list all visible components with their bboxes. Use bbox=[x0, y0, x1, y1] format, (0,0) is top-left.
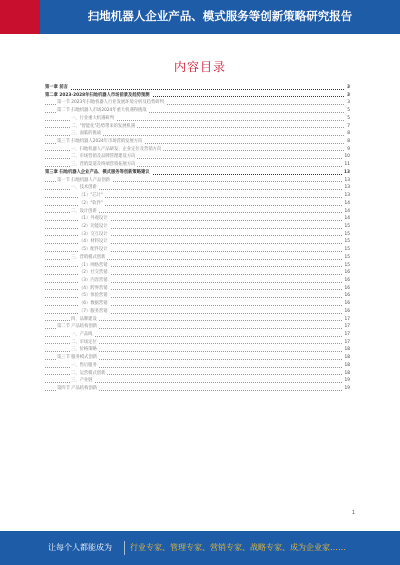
toc-entry-label: 二、运营模式创新 bbox=[71, 370, 106, 376]
toc-entry-label: 第三章 扫地机器人企业产品、模式服务等创新策略建议 bbox=[45, 169, 150, 175]
toc-entry[interactable] bbox=[45, 370, 350, 378]
toc-entry[interactable] bbox=[45, 215, 350, 223]
footer-slogan: 让每个人都能成为 bbox=[48, 543, 112, 552]
toc-entry[interactable] bbox=[45, 269, 350, 277]
toc-entry[interactable] bbox=[45, 308, 350, 316]
toc-entry-page: 13 bbox=[344, 185, 350, 191]
toc-entry-page: 18 bbox=[344, 370, 350, 376]
toc-entry-label: 三、价格策略 bbox=[71, 347, 97, 353]
toc-entry[interactable] bbox=[45, 84, 350, 92]
toc-entry-page: 16 bbox=[344, 270, 350, 276]
toc-entry[interactable] bbox=[45, 246, 350, 254]
toc-entry-page: 16 bbox=[344, 293, 350, 299]
toc-entry-label: （6）数据营销 bbox=[79, 301, 108, 307]
toc-entry-label: 二、"智能化"趋势带来的发展机遇 bbox=[71, 123, 136, 129]
toc-entry-label: （5）体验营销 bbox=[79, 293, 108, 299]
toc-entry-page: 19 bbox=[344, 386, 350, 392]
toc-entry-label: 第一节 扫地机器人产品创新 bbox=[57, 177, 110, 183]
toc-entry-label: 二、市场营销及品牌管理建设方向 bbox=[71, 154, 136, 160]
toc-entry-label: 三、产业链 bbox=[71, 378, 93, 384]
toc-entry[interactable] bbox=[45, 200, 350, 208]
toc-entry[interactable] bbox=[45, 377, 350, 385]
toc-entry-page: 15 bbox=[344, 231, 350, 237]
toc-entry[interactable] bbox=[45, 107, 350, 115]
footer-divider bbox=[124, 541, 125, 555]
toc-entry-page: 14 bbox=[344, 208, 350, 214]
toc-entry[interactable] bbox=[45, 138, 350, 146]
toc-entry-page: 18 bbox=[344, 355, 350, 361]
toc-entry-label: （4）材料设计 bbox=[79, 239, 108, 245]
toc-entry-label: 二、市场定位 bbox=[71, 339, 97, 345]
toc-entry[interactable] bbox=[45, 285, 350, 293]
toc-entry-label: 一、行业重大机遇研判 bbox=[71, 115, 114, 121]
toc-entry[interactable] bbox=[45, 354, 350, 362]
toc-entry-label: 一、技术创新 bbox=[71, 185, 97, 191]
report-title: 扫地机器人企业产品、模式服务等创新策略研究报告 bbox=[87, 9, 353, 23]
toc-entry-page: 16 bbox=[344, 285, 350, 291]
toc-entry-page: 10 bbox=[344, 154, 350, 160]
toc-entry[interactable] bbox=[45, 339, 350, 347]
toc-entry[interactable] bbox=[45, 153, 350, 161]
page-number: 1 bbox=[351, 510, 355, 516]
toc-entry-page: 17 bbox=[344, 324, 350, 330]
toc-entry-label: 四、品牌建设 bbox=[71, 316, 97, 322]
toc-entry-label: 二、设计创新 bbox=[71, 208, 97, 214]
header-red-block bbox=[0, 0, 40, 34]
toc-entry-page: 17 bbox=[344, 339, 350, 345]
toc-entry-label: 第四节 产品结构创新 bbox=[57, 386, 98, 392]
toc-entry-label: （1）"芯片" bbox=[79, 193, 103, 199]
toc-entry[interactable] bbox=[45, 184, 350, 192]
toc-entry[interactable] bbox=[45, 277, 350, 285]
toc-entry-page: 14 bbox=[344, 216, 350, 222]
toc-entry[interactable] bbox=[45, 316, 350, 324]
toc-entry-page: 15 bbox=[344, 239, 350, 245]
toc-entry-label: （3）内容营销 bbox=[79, 277, 108, 283]
toc-entry[interactable] bbox=[45, 238, 350, 246]
toc-entry-label: 一、扫地机器人产品研发、企业定位及营销方向 bbox=[71, 146, 162, 152]
toc-entry-page: 11 bbox=[344, 162, 350, 168]
toc-entry[interactable] bbox=[45, 92, 350, 100]
toc-entry[interactable] bbox=[45, 115, 350, 123]
toc-entry-page: 19 bbox=[344, 378, 350, 384]
toc-entry-page: 3 bbox=[347, 92, 350, 98]
toc-entry[interactable] bbox=[45, 323, 350, 331]
toc-entry-label: 三、营销渠道及终端营销拓展方向 bbox=[71, 162, 136, 168]
toc-entry-page: 15 bbox=[344, 247, 350, 253]
toc-entry[interactable] bbox=[45, 385, 350, 393]
toc-entry-page: 14 bbox=[344, 200, 350, 206]
toc-entry-label: 第三节 扫地机器人2024年市场营销发展方向 bbox=[57, 139, 143, 145]
toc-entry-label: （3）交互设计 bbox=[79, 231, 108, 237]
toc-entry-page: 16 bbox=[344, 308, 350, 314]
toc-entry[interactable] bbox=[45, 300, 350, 308]
toc-entry-page: 15 bbox=[344, 223, 350, 229]
toc-entry[interactable] bbox=[45, 192, 350, 200]
toc-entry-label: 第一节 2023年扫地机器人行业发展环境分析及趋势研判 bbox=[57, 100, 164, 106]
toc-entry-page: 15 bbox=[344, 254, 350, 260]
toc-entry-page: 9 bbox=[347, 146, 350, 152]
toc-entry-label: （5）配件设计 bbox=[79, 247, 108, 253]
header-banner bbox=[0, 0, 400, 34]
toc-entry-page: 15 bbox=[344, 262, 350, 268]
toc-entry-label: （1）网络营销 bbox=[79, 262, 108, 268]
toc-entry-label: 三、面临的挑战 bbox=[71, 131, 102, 137]
toc-entry-page: 16 bbox=[344, 301, 350, 307]
toc-entry[interactable] bbox=[45, 346, 350, 354]
toc-entry-page: 17 bbox=[344, 332, 350, 337]
toc-entry[interactable] bbox=[45, 362, 350, 370]
toc-entry-label: 第一章 前言 bbox=[45, 85, 68, 90]
toc-entry[interactable] bbox=[45, 223, 350, 231]
toc-entry-label: （2）功能设计 bbox=[79, 223, 108, 229]
toc-entry-page: 5 bbox=[347, 115, 350, 121]
toc-entry-page: 13 bbox=[344, 177, 350, 183]
toc-entry-page: 13 bbox=[344, 193, 350, 199]
toc-entry-label: 第二章 2023-2028年扫地机器人市场前景及趋势预测 bbox=[45, 92, 150, 98]
toc-entry-page: 7 bbox=[347, 123, 350, 129]
toc-entry[interactable] bbox=[45, 99, 350, 107]
toc-leader-dots bbox=[45, 89, 350, 90]
toc-entry-page: 8 bbox=[347, 139, 350, 145]
toc-entry[interactable] bbox=[45, 331, 350, 339]
toc-entry-page: 18 bbox=[344, 362, 350, 368]
toc-entry-label: （7）服务营销 bbox=[79, 308, 108, 314]
table-of-contents bbox=[45, 84, 350, 393]
toc-entry[interactable] bbox=[45, 254, 350, 262]
toc-entry[interactable] bbox=[45, 208, 350, 216]
toc-entry-label: 一、售后服务 bbox=[71, 362, 97, 368]
toc-entry-page: 8 bbox=[347, 131, 350, 137]
toc-entry-label: 一、产品线 bbox=[71, 332, 93, 337]
toc-entry-page: 5 bbox=[347, 108, 350, 114]
toc-heading: 内容目录 bbox=[173, 60, 226, 74]
toc-entry-label: 第三节 服务模式创新 bbox=[57, 355, 98, 361]
footer-banner bbox=[0, 531, 400, 565]
toc-entry[interactable] bbox=[45, 146, 350, 154]
toc-entry-page: 16 bbox=[344, 277, 350, 283]
toc-entry-label: 第二节 产品结构创新 bbox=[57, 324, 98, 330]
toc-entry[interactable] bbox=[45, 292, 350, 300]
toc-entry[interactable] bbox=[45, 169, 350, 177]
toc-entry-label: （2）社交营销 bbox=[79, 270, 108, 276]
toc-entry[interactable] bbox=[45, 231, 350, 239]
toc-entry[interactable] bbox=[45, 161, 350, 169]
toc-entry-page: 17 bbox=[344, 316, 350, 322]
toc-entry-label: （1）外观设计 bbox=[79, 216, 108, 222]
toc-entry[interactable] bbox=[45, 177, 350, 185]
toc-entry-label: （2）"软件" bbox=[79, 200, 103, 206]
toc-entry[interactable] bbox=[45, 262, 350, 270]
toc-entry-page: 18 bbox=[344, 347, 350, 353]
toc-entry-page: 3 bbox=[347, 100, 350, 106]
toc-entry-label: 第二节 扫地机器人市场2024年重大机遇和挑战 bbox=[57, 108, 147, 114]
footer-tagline: 行业专家、管理专家、营销专家、战略专家、成为企业家…… bbox=[130, 543, 346, 552]
toc-entry-page: 13 bbox=[344, 169, 350, 175]
toc-entry[interactable] bbox=[45, 123, 350, 131]
toc-entry-page: 3 bbox=[347, 85, 350, 90]
toc-entry-label: （4）跨界营销 bbox=[79, 285, 108, 291]
toc-entry-label: 三、营销模式创新 bbox=[71, 254, 106, 260]
toc-entry[interactable] bbox=[45, 130, 350, 138]
